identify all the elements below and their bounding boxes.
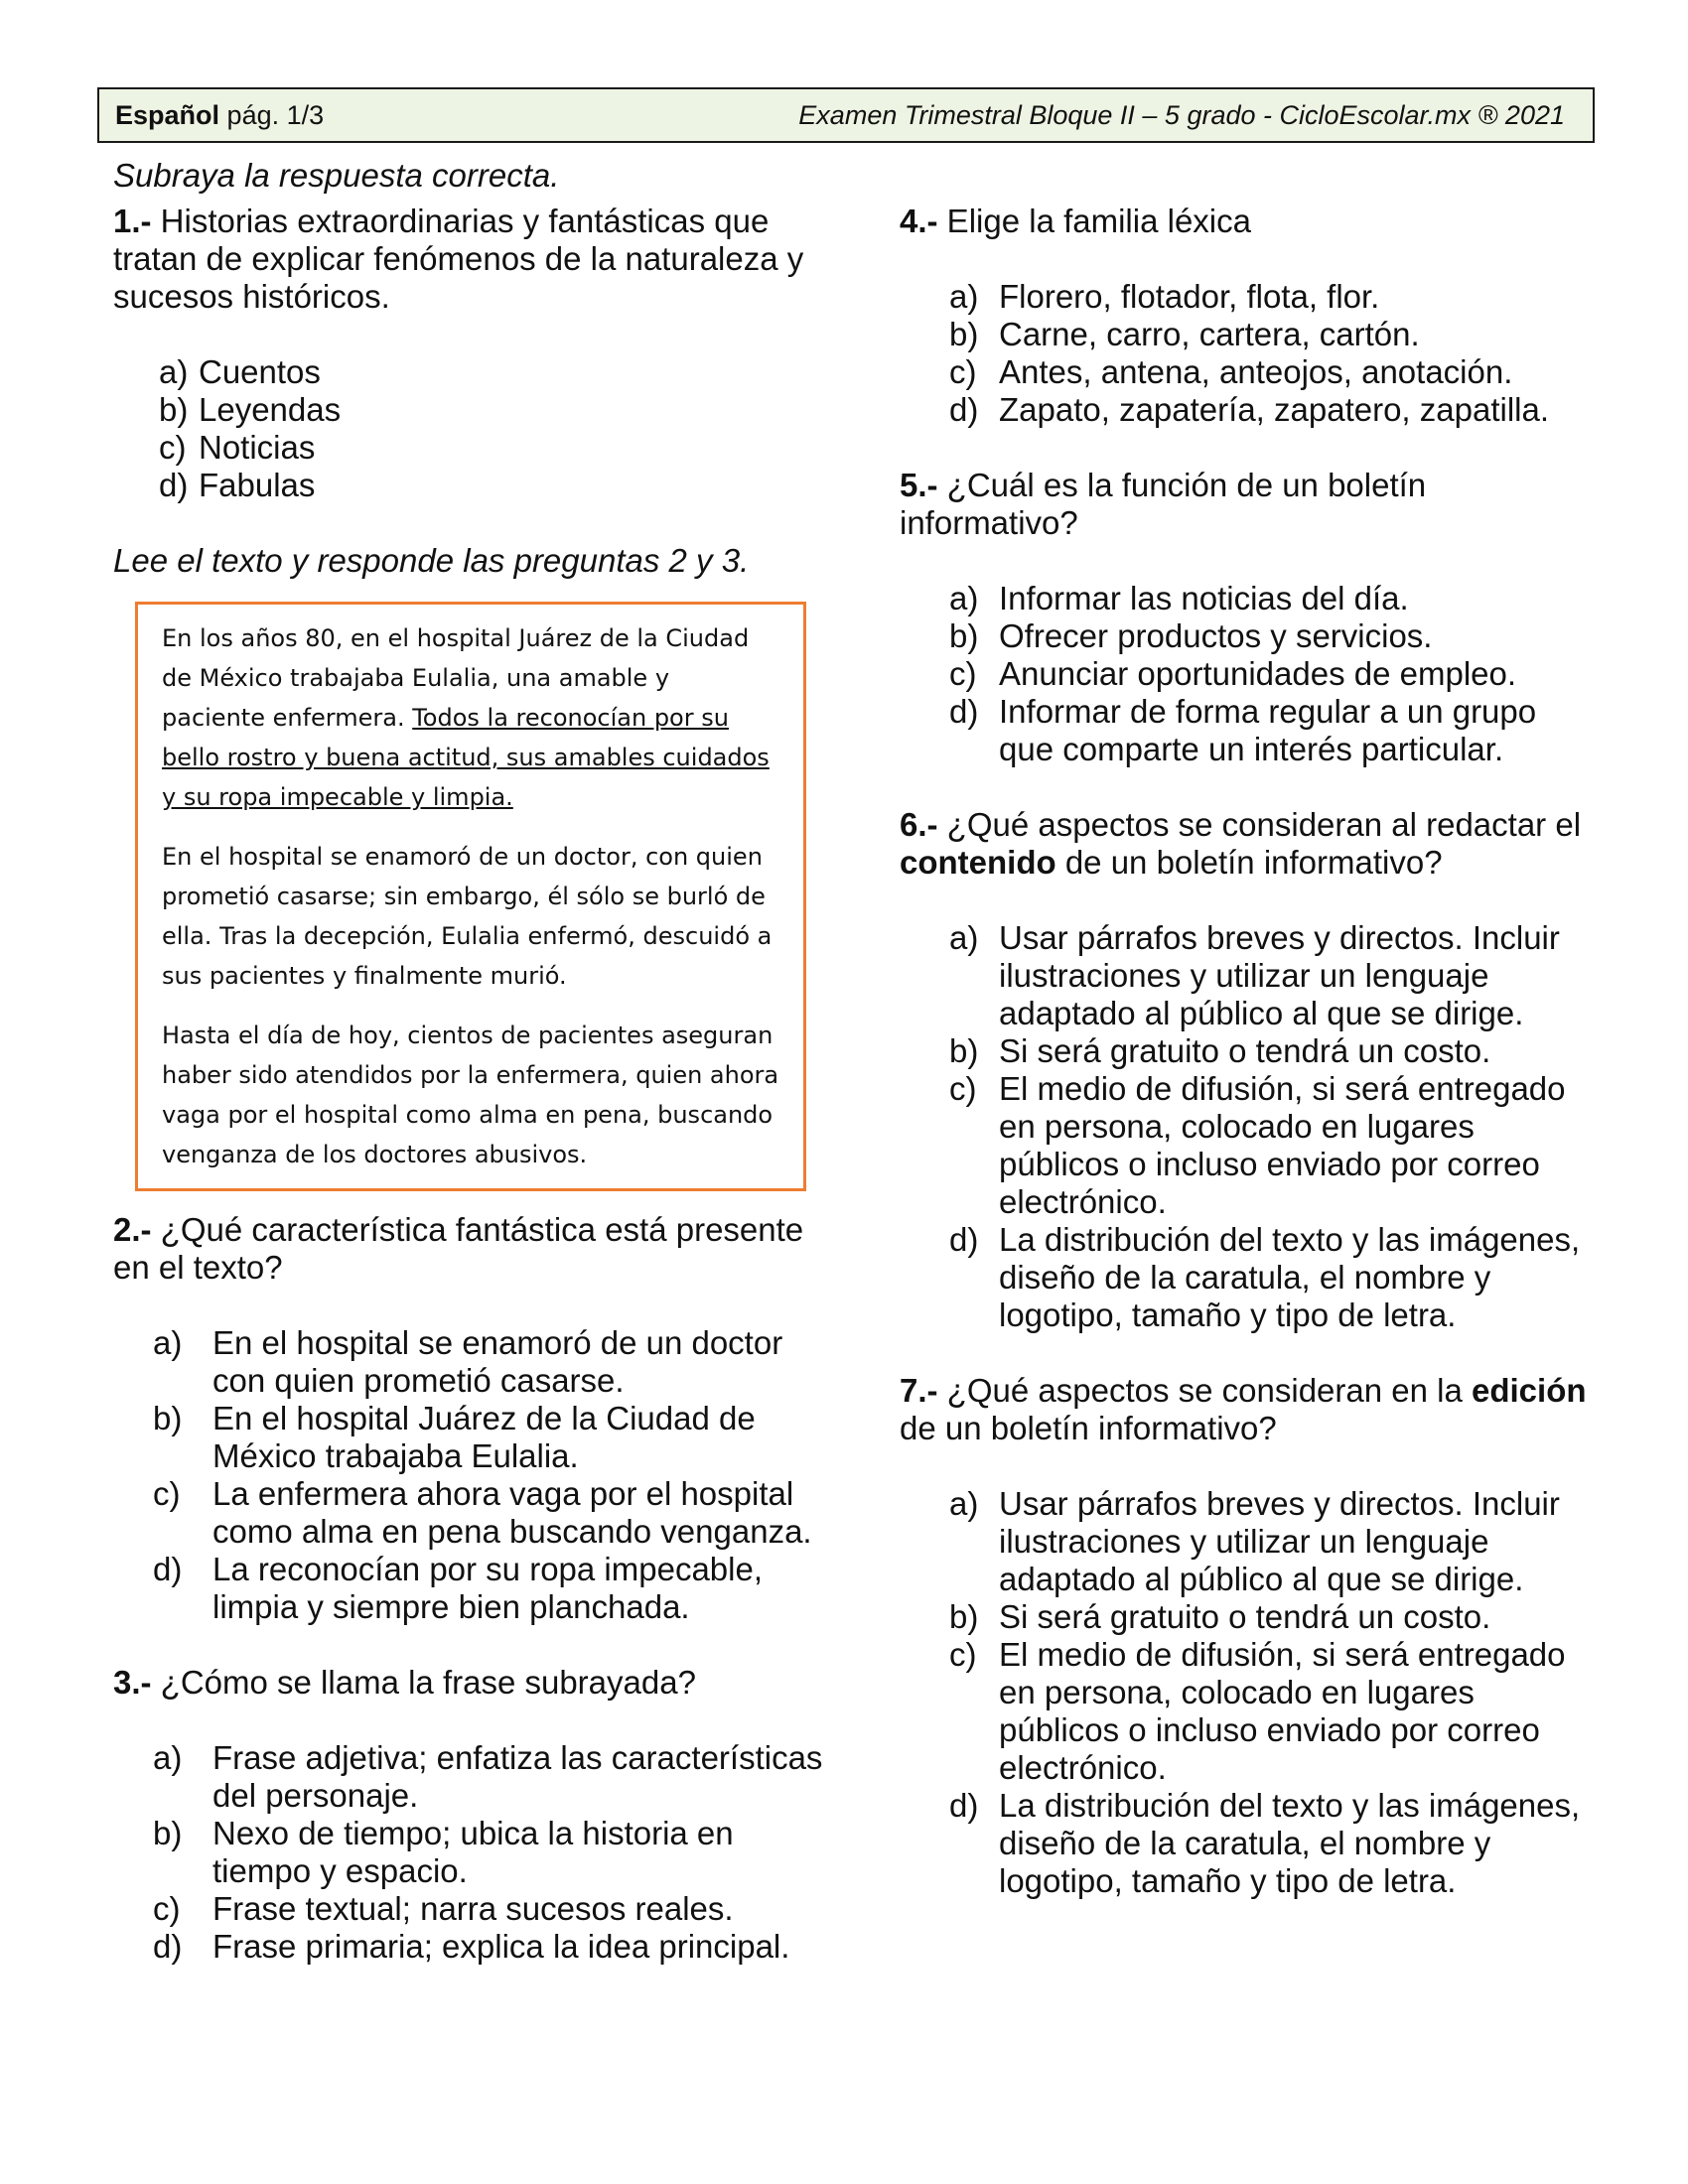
question-1-options <box>113 353 828 504</box>
option-q6-b[interactable] <box>900 1032 1595 1070</box>
option-q3-a[interactable] <box>113 1739 828 1815</box>
question-3-options <box>113 1739 828 1966</box>
option-text: El medio de difusión, si será entregado en persona, colocado en lugares públicos o incluso enviado por correo electrónico. <box>999 1070 1566 1220</box>
option-q3-c[interactable] <box>113 1890 828 1928</box>
option-q6-c[interactable] <box>900 1070 1595 1221</box>
question-2-number: 2.- <box>113 1211 152 1248</box>
option-letter: a) <box>949 580 979 616</box>
question-5 <box>900 467 1595 542</box>
option-text: Cuentos <box>199 353 321 390</box>
option-letter: c) <box>159 429 187 466</box>
question-1-number: 1.- <box>113 203 152 239</box>
story-paragraph-3: Hasta el día de hoy, cientos de pacientes aseguran haber sido atendidos por la enfermera, quien ahora vaga por el hospital como alma en pena, buscando venganza de los doctores abusivos. <box>162 1022 779 1168</box>
option-q2-b[interactable] <box>113 1400 828 1475</box>
option-q6-d[interactable] <box>900 1221 1595 1334</box>
option-letter: a) <box>949 278 979 315</box>
option-letter: b) <box>153 1400 183 1436</box>
question-7-options <box>900 1485 1595 1900</box>
option-text: Leyendas <box>199 391 342 428</box>
question-5-number: 5.- <box>900 467 938 503</box>
question-3 <box>113 1664 828 1702</box>
option-letter: b) <box>949 617 979 654</box>
option-text: Zapato, zapatería, zapatero, zapatilla. <box>999 391 1550 428</box>
question-5-options <box>900 580 1595 768</box>
option-letter: a) <box>949 919 979 956</box>
option-text: La reconocían por su ropa impecable, limpia y siempre bien planchada. <box>212 1551 764 1625</box>
option-q4-b[interactable] <box>900 316 1595 353</box>
question-7-text-pre: ¿Qué aspectos se consideran en la <box>937 1372 1472 1409</box>
question-4 <box>900 203 1595 240</box>
option-q7-d[interactable] <box>900 1787 1595 1900</box>
left-column-lower <box>113 1211 828 1966</box>
option-text: Nexo de tiempo; ubica la historia en tiempo y espacio. <box>212 1815 734 1889</box>
option-text: Anunciar oportunidades de empleo. <box>999 655 1517 692</box>
question-7-text-post: de un boletín informativo? <box>900 1410 1277 1446</box>
option-q4-a[interactable] <box>900 278 1595 316</box>
left-column <box>113 203 828 504</box>
option-q5-d[interactable] <box>900 693 1595 768</box>
instruction: Subraya la respuesta correcta. <box>113 157 560 194</box>
story-paragraph-2: En el hospital se enamoró de un doctor, con quien prometió casarse; sin embargo, él sólo se burló de ella. Tras la decepción, Eulalia enfermó, descuidó a sus pacientes y finalmente murió. <box>162 843 773 990</box>
option-q7-c[interactable] <box>900 1636 1595 1787</box>
option-text: Si será gratuito o tendrá un costo. <box>999 1032 1491 1069</box>
option-text: En el hospital se enamoró de un doctor con quien prometió casarse. <box>212 1324 783 1399</box>
story-box <box>135 602 806 1191</box>
header-exam-title: Examen Trimestral Bloque II – 5 grado - CicloEscolar.mx ® 2021 <box>798 99 1565 130</box>
option-letter: c) <box>153 1475 181 1512</box>
option-q1-c[interactable] <box>113 429 828 467</box>
option-letter: b) <box>949 1598 979 1635</box>
question-7 <box>900 1372 1595 1447</box>
option-letter: d) <box>153 1551 183 1587</box>
option-letter: b) <box>949 1032 979 1069</box>
option-letter: d) <box>153 1928 183 1965</box>
option-letter: d) <box>949 391 979 428</box>
option-letter: d) <box>949 1221 979 1258</box>
option-text: La distribución del texto y las imágenes, diseño de la caratula, el nombre y logotipo, tamaño y tipo de letra. <box>999 1787 1581 1899</box>
option-q1-d[interactable] <box>113 467 828 504</box>
option-letter: b) <box>159 391 189 428</box>
question-4-text: Elige la familia léxica <box>937 203 1251 239</box>
option-q1-a[interactable] <box>113 353 828 391</box>
option-text: Frase textual; narra sucesos reales. <box>212 1890 734 1927</box>
question-4-number: 4.- <box>900 203 938 239</box>
option-letter: c) <box>949 353 977 390</box>
story-underlined-phrase: Todos la reconocían por su bello rostro y buena actitud, sus amables cuidados y su ropa impecable y limpia. <box>162 704 770 811</box>
question-2-options <box>113 1324 828 1626</box>
option-text: Frase adjetiva; enfatiza las características del personaje. <box>212 1739 823 1814</box>
question-6-options <box>900 919 1595 1334</box>
question-7-number: 7.- <box>900 1372 938 1409</box>
option-q2-a[interactable] <box>113 1324 828 1400</box>
option-q2-d[interactable] <box>113 1551 828 1626</box>
option-letter: d) <box>949 1787 979 1824</box>
option-letter: d) <box>159 467 189 503</box>
option-letter: c) <box>949 655 977 692</box>
option-letter: b) <box>949 316 979 352</box>
option-text: Fabulas <box>199 467 316 503</box>
question-6-text-post: de un boletín informativo? <box>1055 844 1443 881</box>
question-6-text-pre: ¿Qué aspectos se consideran al redactar el <box>937 806 1582 843</box>
option-text: El medio de difusión, si será entregado en persona, colocado en lugares públicos o incluso enviado por correo electrónico. <box>999 1636 1566 1786</box>
option-letter: c) <box>949 1070 977 1107</box>
option-letter: c) <box>153 1890 181 1927</box>
option-q5-c[interactable] <box>900 655 1595 693</box>
option-letter: d) <box>949 693 979 730</box>
option-letter: a) <box>153 1739 183 1776</box>
option-text: Ofrecer productos y servicios. <box>999 617 1433 654</box>
option-q5-b[interactable] <box>900 617 1595 655</box>
reading-instruction: Lee el texto y responde las preguntas 2 y 3. <box>113 542 750 579</box>
option-text: La distribución del texto y las imágenes, diseño de la caratula, el nombre y logotipo, tamaño y tipo de letra. <box>999 1221 1581 1333</box>
option-q7-a[interactable] <box>900 1485 1595 1598</box>
option-text: Informar de forma regular a un grupo que comparte un interés particular. <box>999 693 1537 767</box>
option-letter: a) <box>949 1485 979 1522</box>
option-q5-a[interactable] <box>900 580 1595 617</box>
option-q4-c[interactable] <box>900 353 1595 391</box>
option-q6-a[interactable] <box>900 919 1595 1032</box>
question-1 <box>113 203 828 316</box>
header-subject-group <box>115 100 324 131</box>
header-subject: Español <box>115 99 220 130</box>
option-text: Antes, antena, anteojos, anotación. <box>999 353 1513 390</box>
option-text: Noticias <box>199 429 316 466</box>
page-header <box>97 87 1595 143</box>
question-6 <box>900 806 1595 882</box>
option-text: Informar las noticias del día. <box>999 580 1409 616</box>
question-2-text: ¿Qué característica fantástica está presente en el texto? <box>113 1211 804 1286</box>
option-text: En el hospital Juárez de la Ciudad de México trabajaba Eulalia. <box>212 1400 756 1474</box>
right-column <box>900 203 1595 1900</box>
option-text: La enfermera ahora vaga por el hospital como alma en pena buscando venganza. <box>212 1475 812 1550</box>
question-1-text: Historias extraordinarias y fantásticas que tratan de explicar fenómenos de la naturaleza y sucesos históricos. <box>113 203 804 315</box>
option-q3-b[interactable] <box>113 1815 828 1890</box>
option-q1-b[interactable] <box>113 391 828 429</box>
question-2 <box>113 1211 828 1287</box>
option-text: Usar párrafos breves y directos. Incluir ilustraciones y utilizar un lenguaje adaptado al público al que se dirige. <box>999 1485 1560 1597</box>
question-6-number: 6.- <box>900 806 938 843</box>
story-paragraph-1 <box>162 618 779 817</box>
story-p1-text: En los años 80, en el hospital Juárez de la Ciudad de México trabajaba Eulalia, una amable y paciente enfermera. <box>162 624 750 732</box>
question-5-text: ¿Cuál es la función de un boletín informativo? <box>900 467 1427 541</box>
option-text: Frase primaria; explica la idea principal. <box>212 1928 790 1965</box>
option-letter: c) <box>949 1636 977 1673</box>
header-page: pág. 1/3 <box>226 99 325 130</box>
question-6-keyword: contenido <box>900 844 1056 881</box>
option-text: Florero, flotador, flota, flor. <box>999 278 1380 315</box>
question-4-options <box>900 278 1595 429</box>
option-letter: b) <box>153 1815 183 1851</box>
question-7-keyword: edición <box>1472 1372 1587 1409</box>
option-text: Usar párrafos breves y directos. Incluir ilustraciones y utilizar un lenguaje adaptado al público al que se dirige. <box>999 919 1560 1031</box>
option-q4-d[interactable] <box>900 391 1595 429</box>
question-3-text: ¿Cómo se llama la frase subrayada? <box>151 1664 696 1701</box>
option-text: Si será gratuito o tendrá un costo. <box>999 1598 1491 1635</box>
option-letter: a) <box>153 1324 183 1361</box>
option-letter: a) <box>159 353 189 390</box>
option-text: Carne, carro, cartera, cartón. <box>999 316 1420 352</box>
option-q2-c[interactable] <box>113 1475 828 1551</box>
question-3-number: 3.- <box>113 1664 152 1701</box>
option-q7-b[interactable] <box>900 1598 1595 1636</box>
option-q3-d[interactable] <box>113 1928 828 1966</box>
